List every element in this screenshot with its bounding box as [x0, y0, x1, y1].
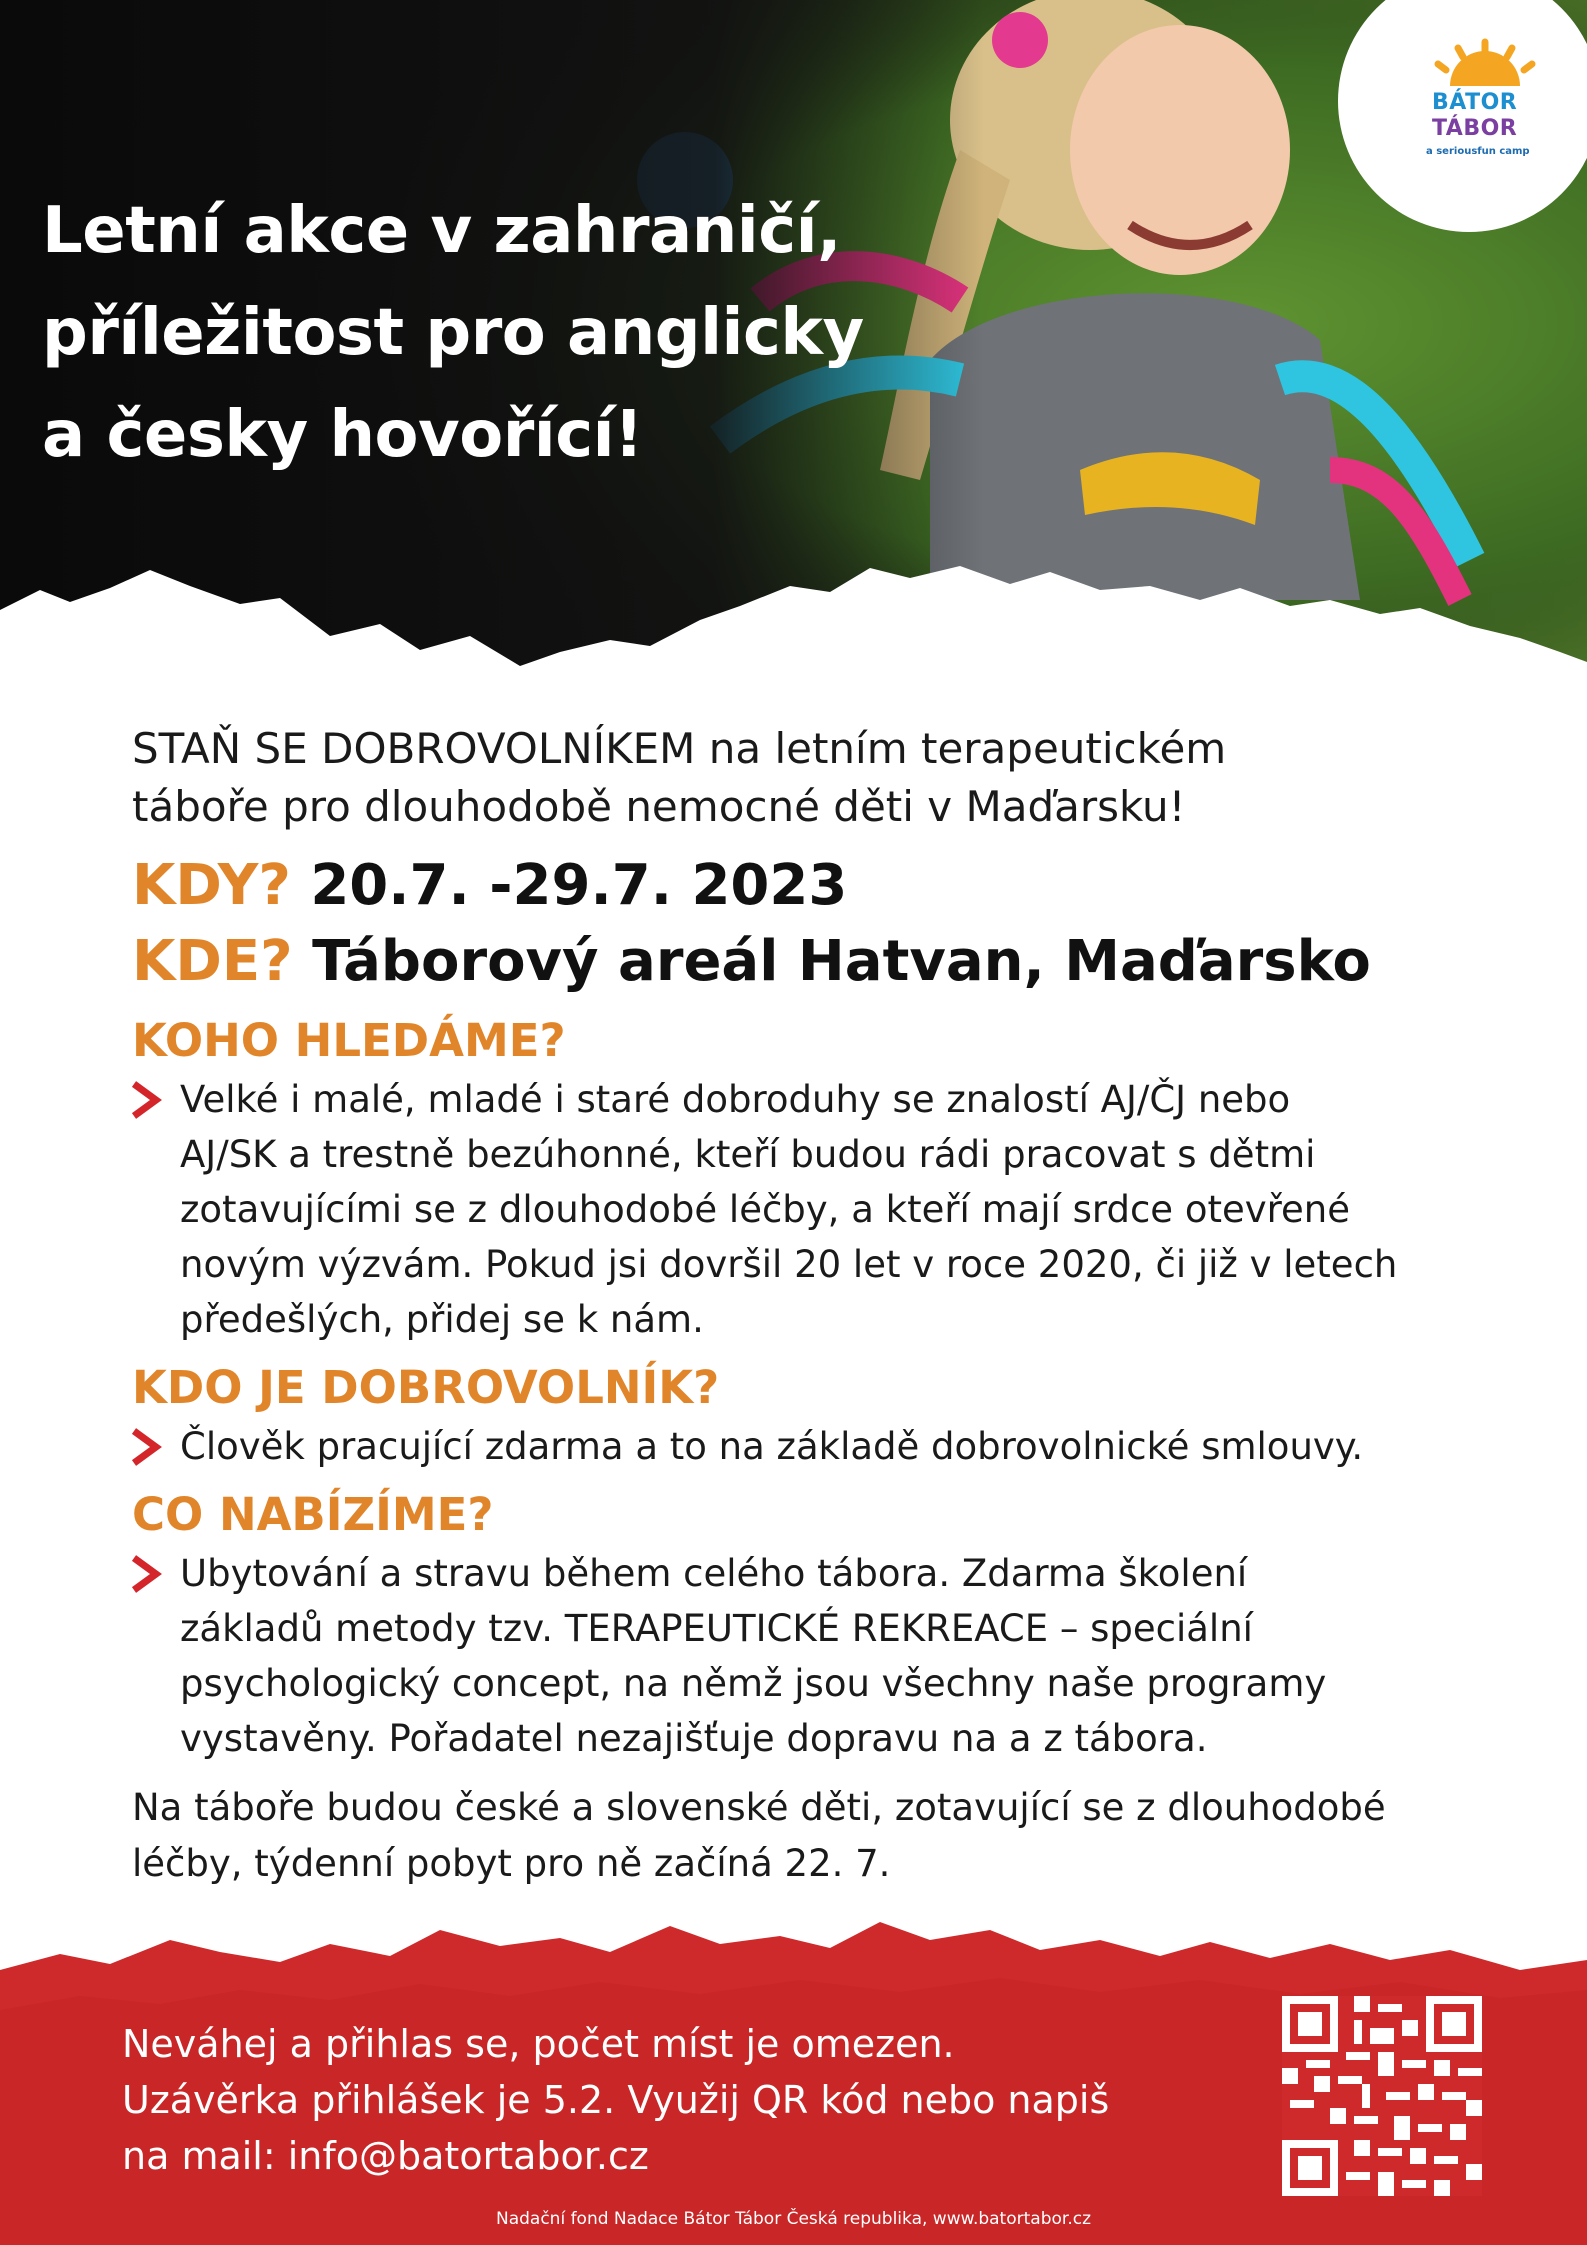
section-line: vystavěny. Pořadatel nezajišťuje dopravu na a z tábora.	[180, 1717, 1208, 1760]
section-line: předešlých, přidej se k nám.	[180, 1298, 704, 1341]
chevron-right-icon	[128, 1080, 164, 1120]
section-line: AJ/SK a trestně bezúhonné, kteří budou rádi pracovat s dětmi	[180, 1133, 1316, 1176]
section-item-kdo	[132, 1419, 1512, 1474]
hero-title-line-3: a česky hovořící!	[42, 398, 643, 472]
main-content	[132, 720, 1512, 1892]
section-text	[180, 1546, 1512, 1766]
cta-line: Uzávěrka přihlášek je 5.2. Využij QR kód nebo napiš	[122, 2078, 1110, 2122]
section-line: zotavujícími se z dlouhodobé léčby, a kteří mají srdce otevřené	[180, 1188, 1350, 1231]
intro-line: táboře pro dlouhodobě nemocné děti v Maďarsku!	[132, 782, 1186, 831]
footer-note: Nadační fond Nadace Bátor Tábor Česká republika, www.batortabor.cz	[495, 2209, 1091, 2229]
where-label: KDE?	[132, 929, 293, 994]
section-line: Ubytování a stravu během celého tábora. Zdarma školení	[180, 1552, 1248, 1595]
call-to-action	[122, 2016, 1109, 2184]
hero-title-line-1: Letní akce v zahraničí,	[42, 194, 841, 268]
when-label: KDY?	[132, 853, 291, 918]
section-text	[180, 1072, 1512, 1347]
logo-tagline: a seriousfun camp	[1426, 146, 1530, 157]
when-value: 20.7. -29.7. 2023	[310, 853, 848, 918]
closing-line: Na táboře budou české a slovenské děti, zotavující se z dlouhodobé	[132, 1786, 1386, 1829]
cta-line: Neváhej a přihlas se, počet míst je omezen.	[122, 2022, 955, 2066]
section-line: novým výzvám. Pokud jsi dovršil 20 let v roce 2020, či již v letech	[180, 1243, 1398, 1286]
closing-line: léčby, týdenní pobyt pro ně začíná 22. 7.	[132, 1842, 891, 1885]
section-heading-co: CO NABÍZÍME?	[132, 1488, 494, 1541]
section-line: psychologický concept, na němž jsou všechny naše programy	[180, 1662, 1327, 1705]
where-value: Táborový areál Hatvan, Maďarsko	[312, 929, 1371, 994]
where-row	[132, 924, 1512, 1000]
torn-paper-edge	[0, 540, 1587, 740]
section-line: Velké i malé, mladé i staré dobroduhy se znalostí AJ/ČJ nebo	[180, 1078, 1291, 1121]
section-line: Člověk pracující zdarma a to na základě dobrovolnické smlouvy.	[180, 1425, 1364, 1468]
intro-line: STAŇ SE DOBROVOLNÍKEM na letním terapeutickém	[132, 724, 1227, 773]
section-heading-koho: KOHO HLEDÁME?	[132, 1014, 566, 1067]
chevron-right-icon	[128, 1554, 164, 1594]
when-row	[132, 848, 1512, 924]
section-item-co	[132, 1546, 1512, 1766]
hero-title-line-2: příležitost pro anglicky	[42, 296, 864, 370]
section-line: základů metody tzv. TERAPEUTICKÉ REKREACE – speciální	[180, 1607, 1253, 1650]
logo-line-2: TÁBOR	[1432, 116, 1518, 141]
intro-text	[132, 720, 1512, 836]
closing-text	[132, 1780, 1512, 1892]
chevron-right-icon	[128, 1427, 164, 1467]
cta-line: na mail: info@batortabor.cz	[122, 2134, 649, 2178]
logo-line-1: BÁTOR	[1432, 90, 1518, 115]
hero-title	[42, 180, 1002, 486]
section-item-koho	[132, 1072, 1512, 1347]
section-text	[180, 1419, 1512, 1474]
qr-code-icon[interactable]	[1282, 1996, 1482, 2196]
section-heading-kdo: KDO JE DOBROVOLNÍK?	[132, 1361, 720, 1414]
